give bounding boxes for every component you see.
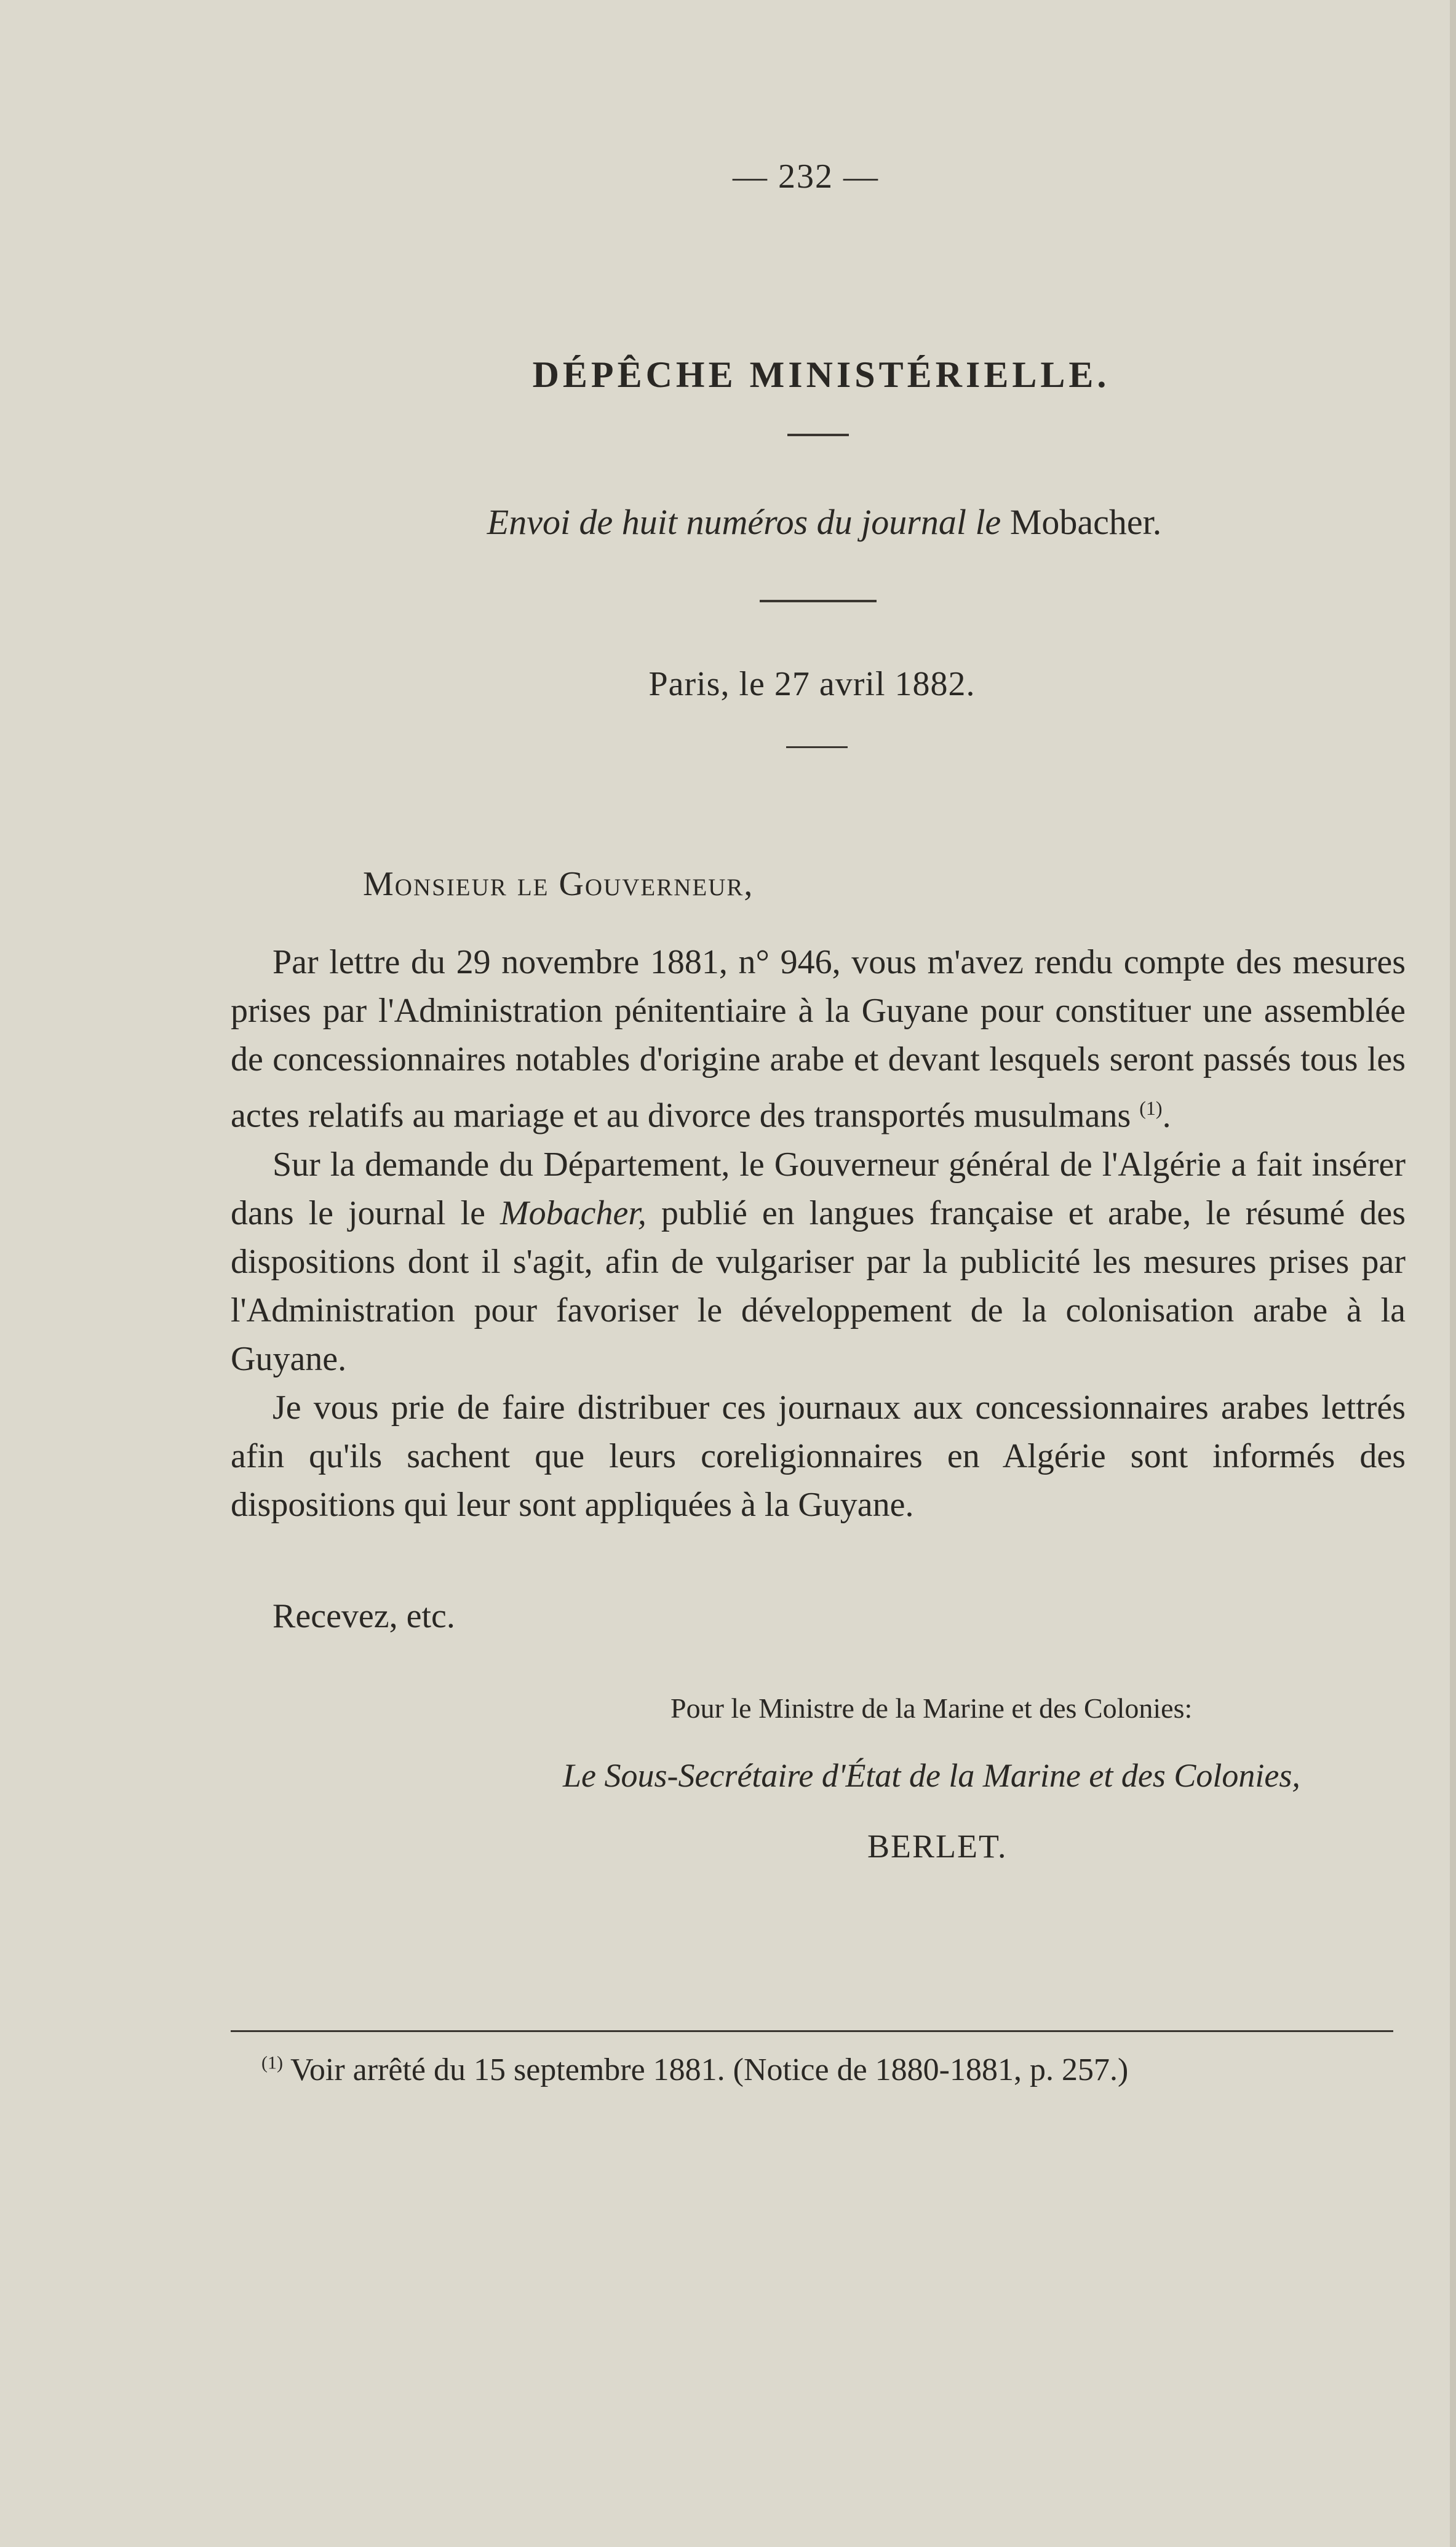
paragraph-2-journal-name: Mobacher, — [499, 1194, 646, 1232]
paragraph-2 — [231, 1141, 1406, 1384]
signature-line-2: Le Sous-Secrétaire d'État de la Marine et des Colonies, — [563, 1757, 1300, 1794]
dateline-rule — [786, 746, 848, 748]
subtitle-italic: Envoi de huit numéros du journal le — [487, 502, 1001, 542]
signature-name: BERLET. — [867, 1828, 1008, 1865]
paragraph-1 — [231, 938, 1406, 1141]
footnote — [261, 2052, 1128, 2088]
paragraph-3 — [231, 1384, 1406, 1529]
footnote-text: Voir arrêté du 15 septembre 1881. (Notice de 1880-1881, p. 257.) — [290, 2052, 1129, 2087]
salutation-word-2: le — [517, 865, 549, 903]
document-title: DÉPÊCHE MINISTÉRIELLE. — [532, 354, 1110, 395]
salutation-word-3: Gouverneur — [559, 865, 744, 903]
document-subtitle — [0, 501, 1456, 543]
paragraph-3-text: Je vous prie de faire distribuer ces journaux aux concessionnaires arabes lettrés afin qu'ils sachent que leurs coreligionnaires en Algérie sont informés des dispositions qui leur sont appliquées à la Guyane. — [231, 1388, 1406, 1524]
footnote-rule — [231, 2030, 1393, 2032]
paragraph-1-text: Par lettre du 29 novembre 1881, n° 946, vous m'avez rendu compte des mesures prises par l'Administration pénitentiaire à la Guyane pour constituer une assemblée de concessionnaires notables d'origine arabe et devant lesquels seront passés tous les actes relatifs au mariage et au divorce des transportés musulmans — [231, 943, 1406, 1135]
footnote-reference: (1) — [1139, 1097, 1163, 1119]
paragraph-1-end: . — [1162, 1096, 1171, 1135]
salutation — [363, 864, 754, 904]
salutation-word-1: Monsieur — [363, 865, 507, 903]
dateline: Paris, le 27 avril 1882. — [648, 665, 976, 703]
signature-line-1: Pour le Ministre de la Marine et des Colonies: — [670, 1692, 1193, 1724]
title-rule — [787, 434, 849, 436]
paragraph-2-end: publié en langues française et arabe, le résumé des dispositions dont il s'agit, afin de vulgariser par la publicité les mesures prises par l'Administration pour favoriser le développement de la colonisation arabe à la Guyane. — [231, 1194, 1406, 1378]
letter-body — [231, 938, 1406, 1529]
paragraph-2-start: Sur la demande du Département, le Gouverneur général de l'Algérie a fait insérer dans le journal le — [231, 1145, 1406, 1232]
page-number: — 232 — — [733, 157, 879, 196]
footnote-marker: (1) — [261, 2052, 283, 2073]
subtitle-roman: Mobacher. — [1009, 502, 1162, 542]
salutation-comma: , — [744, 865, 754, 903]
closing: Recevez, etc. — [273, 1597, 455, 1635]
subtitle-rule — [760, 600, 877, 602]
